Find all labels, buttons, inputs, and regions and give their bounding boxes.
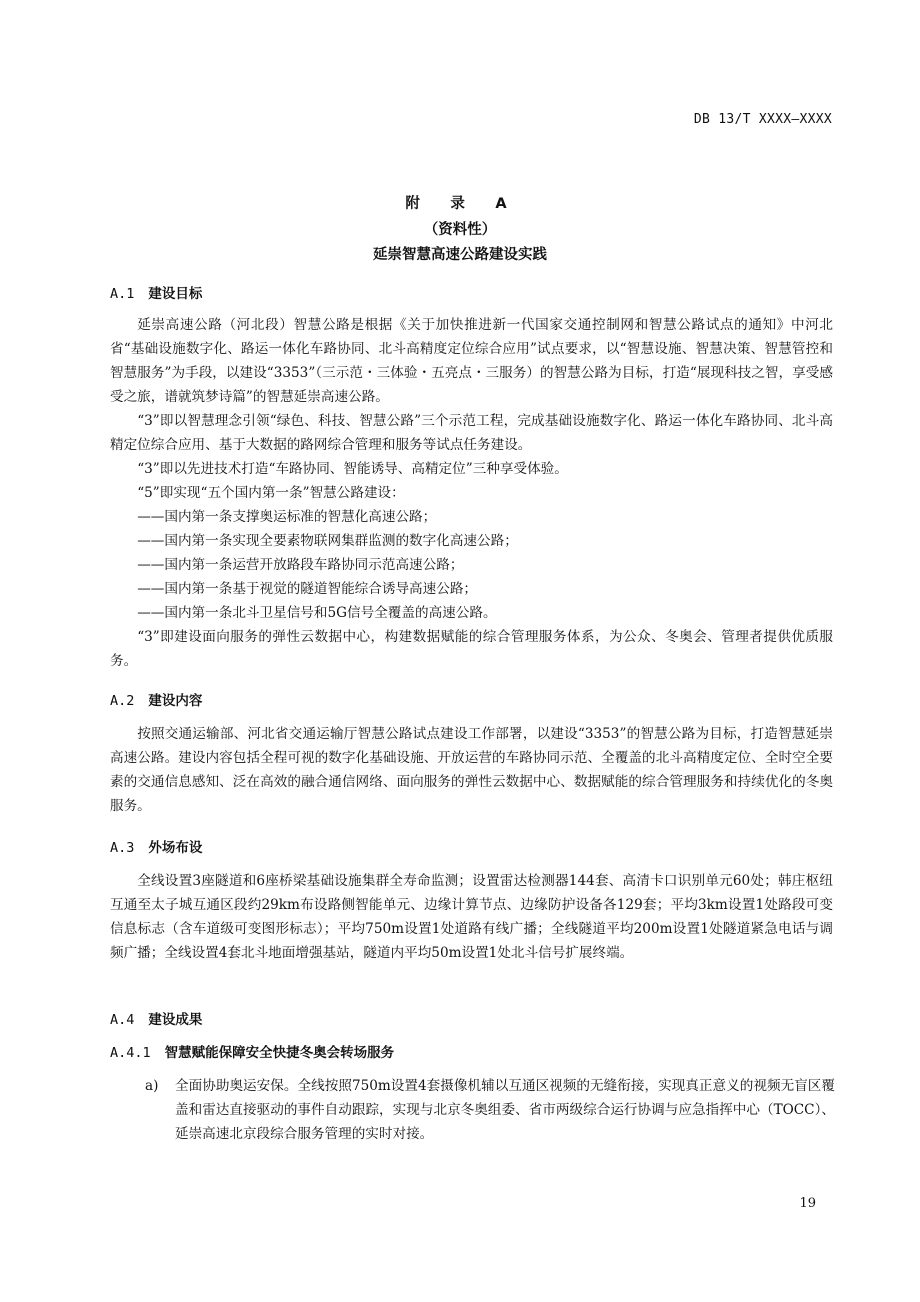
list-item: ——国内第一条运营开放路段车路协同示范高速公路； <box>137 557 464 573</box>
paragraph: 延崇高速公路（河北段）智慧公路是根据《关于加快推进新一代国家交通控制网和智慧公路试点的通知》中河北省“基础设施数字化、路运一体化车路协同、北斗高精度定位综合应用”试点要求，以“智慧设施、智慧决策、智慧管控和智慧服务”为手段，以建设“3353”（三示范・三体验・五亮点・三服务）的智慧公路为目标，打造“展现科技之智，享受感受之旅，谱就筑梦诗篇”的智慧延崇高速公路。 <box>110 317 833 405</box>
section-number: A.1 <box>110 286 135 302</box>
document-code: DB 13/T XXXX—XXXX <box>693 112 832 127</box>
list-item-text: 全面协助奥运安保。全线按照750m设置4套摄像机辅以互通区视频的无缝衔接，实现真正意义的视频无盲区覆盖和雷达直接驱动的事件自动跟踪，实现与北京冬奥组委、省市两级综合运行协调与应急指挥中心（TOCC）、延崇高速北京段综合服务管理的实时对接。 <box>175 1078 835 1142</box>
list-item: ——国内第一条基于视觉的隧道智能综合诱导高速公路； <box>137 581 478 597</box>
paragraph: 全线设置3座隧道和6座桥梁基础设施集群全寿命监测；设置雷达检测器144套、高清卡口识别单元60处；韩庄枢纽互通至太子城互通区段约29km布设路侧智能单元、边缘计算节点、边缘防护设备各129套；平均3km设置1处路段可变信息标志（含车道级可变图形标志）；平均750m设置1处道路有线广播；全线隧道平均200m设置1处隧道紧急电话与调频广播；全线设置4套北斗地面增强基站，隧道内平均50m设置1处北斗信号扩展终端。 <box>110 873 833 961</box>
section-number: A.2 <box>110 693 135 709</box>
page-number: 19 <box>799 1196 816 1211</box>
section-title: 外场布设 <box>148 840 203 856</box>
subsection-heading-a41 <box>110 1041 394 1061</box>
appendix-title: 附 录 A <box>405 196 515 212</box>
section-heading-a4 <box>110 1008 202 1028</box>
subsection-title: 智慧赋能保障安全快捷冬奥会转场服务 <box>164 1045 395 1061</box>
paragraph: 按照交通运输部、河北省交通运输厅智慧公路试点建设工作部署，以建设“3353”的智慧公路为目标，打造智慧延崇高速公路。建设内容包括全程可视的数字化基础设施、开放运营的车路协同示范、全覆盖的北斗高精度定位、全时空全要素的交通信息感知、泛在高效的融合通信网络、面向服务的弹性云数据中心、数据赋能的综合管理服务和持续优化的冬奥服务。 <box>110 726 833 814</box>
list-item <box>145 1074 835 1146</box>
enumerated-list <box>145 1074 835 1146</box>
section-title: 建设目标 <box>148 286 203 302</box>
subsection-number: A.4.1 <box>110 1045 151 1061</box>
appendix-name: 延崇智慧高速公路建设实践 <box>373 247 547 263</box>
section-heading-a2 <box>110 689 202 709</box>
section-body-a2 <box>110 722 833 818</box>
section-title: 建设成果 <box>148 1012 203 1028</box>
paragraph: “5”即实现“五个国内第一条”智慧公路建设： <box>137 485 405 501</box>
list-item: ——国内第一条支撑奥运标准的智慧化高速公路； <box>137 509 437 525</box>
section-title: 建设内容 <box>148 693 203 709</box>
paragraph: “3”即以智慧理念引领“绿色、科技、智慧公路”三个示范工程，完成基础设施数字化、路运一体化车路协同、北斗高精定位综合应用、基于大数据的路网综合管理和服务等试点任务建设。 <box>110 413 833 453</box>
paragraph: “3”即以先进技术打造“车路协同、智能诱导、高精定位”三种享受体验。 <box>137 461 568 477</box>
list-item: ——国内第一条北斗卫星信号和5G信号全覆盖的高速公路。 <box>137 605 497 621</box>
section-number: A.3 <box>110 840 135 856</box>
section-heading-a1 <box>110 282 202 302</box>
appendix-type: （资料性） <box>423 222 497 238</box>
paragraph: “3”即建设面向服务的弹性云数据中心，构建数据赋能的综合管理服务体系，为公众、冬奥会、管理者提供优质服务。 <box>110 629 833 669</box>
section-heading-a3 <box>110 836 202 856</box>
list-item: ——国内第一条实现全要素物联网集群监测的数字化高速公路； <box>137 533 518 549</box>
section-body-a3 <box>110 869 833 965</box>
section-number: A.4 <box>110 1012 135 1028</box>
section-body-a1 <box>110 313 833 673</box>
list-item-label: a) <box>145 1078 159 1094</box>
